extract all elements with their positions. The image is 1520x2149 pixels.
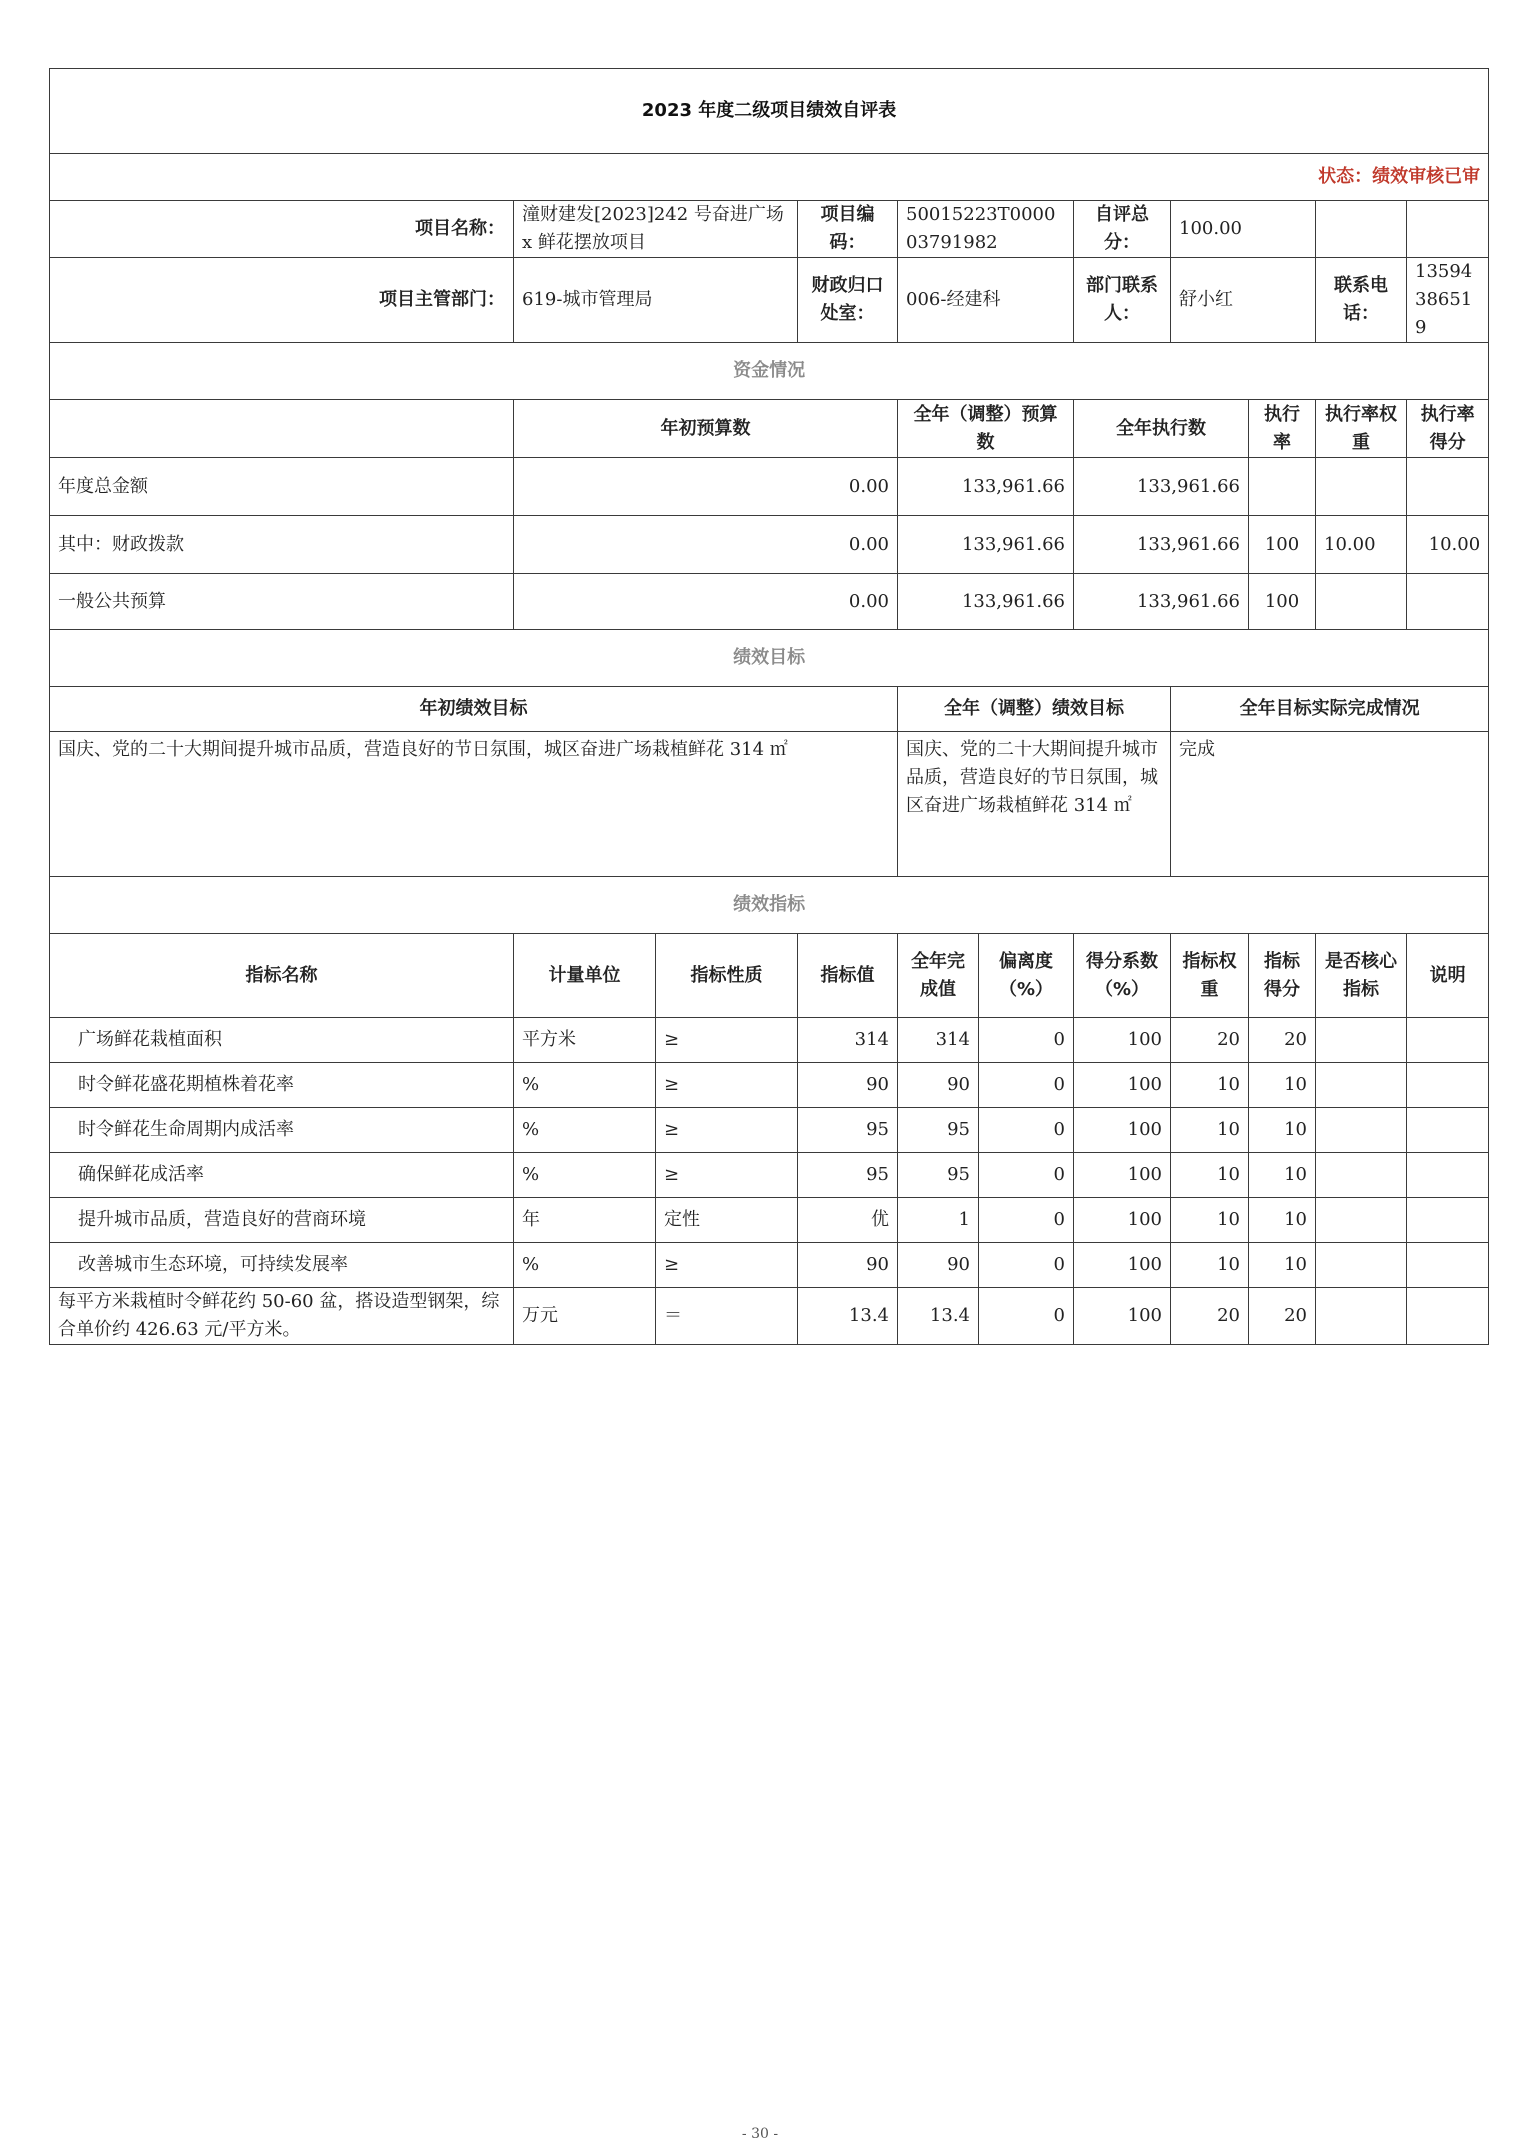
empty-cell bbox=[1407, 201, 1489, 258]
ind-name: 每平方米栽植时令鲜花约 50-60 盆，搭设造型钢架，综合单价约 426.63 元/平方米。 bbox=[50, 1288, 514, 1345]
ind-core bbox=[1316, 1198, 1407, 1243]
ind-col-header: 全年完成值 bbox=[898, 934, 979, 1018]
funds-adjusted: 133,961.66 bbox=[898, 516, 1074, 574]
ind-done: 95 bbox=[898, 1153, 979, 1198]
ind-col-header: 说明 bbox=[1407, 934, 1489, 1018]
ind-name: 广场鲜花栽植面积 bbox=[50, 1018, 514, 1063]
ind-nature: ≥ bbox=[656, 1153, 798, 1198]
dept-value: 619-城市管理局 bbox=[514, 258, 798, 343]
ind-done: 1 bbox=[898, 1198, 979, 1243]
goals-col-actual: 全年目标实际完成情况 bbox=[1171, 687, 1489, 732]
table-row bbox=[50, 1108, 1489, 1153]
ind-unit: 万元 bbox=[514, 1288, 656, 1345]
finance-label: 财政归口处室： bbox=[798, 258, 898, 343]
funds-rate: 100 bbox=[1249, 516, 1316, 574]
ind-weight: 10 bbox=[1171, 1108, 1249, 1153]
table-row bbox=[50, 1243, 1489, 1288]
funds-row-name: 一般公共预算 bbox=[50, 574, 514, 630]
indicators-section-title: 绩效指标 bbox=[50, 877, 1489, 934]
ind-target: 95 bbox=[798, 1108, 898, 1153]
ind-unit: 年 bbox=[514, 1198, 656, 1243]
ind-done: 90 bbox=[898, 1063, 979, 1108]
self-score-value: 100.00 bbox=[1171, 201, 1316, 258]
ind-nature: ≥ bbox=[656, 1108, 798, 1153]
ind-score: 20 bbox=[1249, 1288, 1316, 1345]
funds-col-header: 全年（调整）预算数 bbox=[898, 400, 1074, 458]
ind-target: 优 bbox=[798, 1198, 898, 1243]
table-row bbox=[50, 1288, 1489, 1345]
ind-score: 10 bbox=[1249, 1153, 1316, 1198]
ind-core bbox=[1316, 1018, 1407, 1063]
ind-target: 90 bbox=[798, 1063, 898, 1108]
project-code-label: 项目编码： bbox=[798, 201, 898, 258]
ind-coef: 100 bbox=[1074, 1243, 1171, 1288]
funds-row-name: 年度总金额 bbox=[50, 458, 514, 516]
funds-row bbox=[50, 574, 1489, 630]
ind-core bbox=[1316, 1108, 1407, 1153]
funds-rate bbox=[1249, 458, 1316, 516]
ind-nature: ≥ bbox=[656, 1243, 798, 1288]
ind-unit: % bbox=[514, 1063, 656, 1108]
ind-target: 90 bbox=[798, 1243, 898, 1288]
table-row bbox=[50, 1063, 1489, 1108]
ind-core bbox=[1316, 1063, 1407, 1108]
ind-col-header: 指标值 bbox=[798, 934, 898, 1018]
evaluation-table bbox=[49, 68, 1489, 1345]
ind-col-header: 指标性质 bbox=[656, 934, 798, 1018]
ind-nature: ≥ bbox=[656, 1018, 798, 1063]
funds-score bbox=[1407, 574, 1489, 630]
self-score-label: 自评总分： bbox=[1074, 201, 1171, 258]
funds-section-title: 资金情况 bbox=[50, 343, 1489, 400]
ind-target: 314 bbox=[798, 1018, 898, 1063]
ind-unit: % bbox=[514, 1108, 656, 1153]
ind-done: 90 bbox=[898, 1243, 979, 1288]
funds-executed: 133,961.66 bbox=[1074, 516, 1249, 574]
funds-executed: 133,961.66 bbox=[1074, 458, 1249, 516]
ind-unit: % bbox=[514, 1153, 656, 1198]
funds-col-header: 年初预算数 bbox=[514, 400, 898, 458]
goals-initial-text: 国庆、党的二十大期间提升城市品质，营造良好的节日氛围，城区奋进广场栽植鲜花 314 ㎡ bbox=[50, 732, 898, 877]
funds-weight bbox=[1316, 574, 1407, 630]
ind-weight: 10 bbox=[1171, 1198, 1249, 1243]
project-name-value: 潼财建发[2023]242 号奋进广场 x 鲜花摆放项目 bbox=[514, 201, 798, 258]
ind-weight: 10 bbox=[1171, 1063, 1249, 1108]
ind-note bbox=[1407, 1288, 1489, 1345]
funds-col-header: 执行率权重 bbox=[1316, 400, 1407, 458]
funds-weight: 10.00 bbox=[1316, 516, 1407, 574]
ind-coef: 100 bbox=[1074, 1018, 1171, 1063]
ind-name: 时令鲜花生命周期内成活率 bbox=[50, 1108, 514, 1153]
ind-note bbox=[1407, 1153, 1489, 1198]
ind-col-header: 计量单位 bbox=[514, 934, 656, 1018]
ind-unit: 平方米 bbox=[514, 1018, 656, 1063]
goals-actual-text: 完成 bbox=[1171, 732, 1489, 877]
funds-weight bbox=[1316, 458, 1407, 516]
ind-col-header: 是否核心指标 bbox=[1316, 934, 1407, 1018]
goals-col-adjusted: 全年（调整）绩效目标 bbox=[898, 687, 1171, 732]
ind-note bbox=[1407, 1063, 1489, 1108]
ind-note bbox=[1407, 1018, 1489, 1063]
ind-name: 改善城市生态环境，可持续发展率 bbox=[50, 1243, 514, 1288]
ind-col-header: 偏离度（%） bbox=[979, 934, 1074, 1018]
funds-adjusted: 133,961.66 bbox=[898, 574, 1074, 630]
ind-nature: ＝ bbox=[656, 1288, 798, 1345]
funds-executed: 133,961.66 bbox=[1074, 574, 1249, 630]
page-title: 2023 年度二级项目绩效自评表 bbox=[50, 69, 1489, 154]
table-row bbox=[50, 1018, 1489, 1063]
ind-core bbox=[1316, 1288, 1407, 1345]
page-number: - 30 - bbox=[741, 2126, 779, 2142]
ind-dev: 0 bbox=[979, 1063, 1074, 1108]
evaluation-sheet bbox=[49, 68, 1481, 1345]
project-name-label: 项目名称： bbox=[50, 201, 514, 258]
ind-note bbox=[1407, 1108, 1489, 1153]
ind-name: 时令鲜花盛花期植株着花率 bbox=[50, 1063, 514, 1108]
ind-col-header: 指标得分 bbox=[1249, 934, 1316, 1018]
ind-col-header: 指标名称 bbox=[50, 934, 514, 1018]
funds-row bbox=[50, 458, 1489, 516]
ind-score: 20 bbox=[1249, 1018, 1316, 1063]
ind-done: 314 bbox=[898, 1018, 979, 1063]
ind-target: 13.4 bbox=[798, 1288, 898, 1345]
table-row bbox=[50, 1198, 1489, 1243]
contact-label: 部门联系人： bbox=[1074, 258, 1171, 343]
funds-initial: 0.00 bbox=[514, 458, 898, 516]
funds-initial: 0.00 bbox=[514, 516, 898, 574]
ind-coef: 100 bbox=[1074, 1108, 1171, 1153]
ind-coef: 100 bbox=[1074, 1198, 1171, 1243]
ind-note bbox=[1407, 1198, 1489, 1243]
dept-label: 项目主管部门： bbox=[50, 258, 514, 343]
goals-adjusted-text: 国庆、党的二十大期间提升城市品质，营造良好的节日氛围，城区奋进广场栽植鲜花 314 ㎡ bbox=[898, 732, 1171, 877]
funds-score bbox=[1407, 458, 1489, 516]
phone-label: 联系电话： bbox=[1316, 258, 1407, 343]
ind-core bbox=[1316, 1153, 1407, 1198]
funds-col-header: 执行率得分 bbox=[1407, 400, 1489, 458]
ind-dev: 0 bbox=[979, 1288, 1074, 1345]
ind-score: 10 bbox=[1249, 1243, 1316, 1288]
ind-col-header: 指标权重 bbox=[1171, 934, 1249, 1018]
ind-weight: 20 bbox=[1171, 1288, 1249, 1345]
ind-core bbox=[1316, 1243, 1407, 1288]
project-code-value: 50015223T000003791982 bbox=[898, 201, 1074, 258]
funds-adjusted: 133,961.66 bbox=[898, 458, 1074, 516]
ind-name: 提升城市品质，营造良好的营商环境 bbox=[50, 1198, 514, 1243]
ind-note bbox=[1407, 1243, 1489, 1288]
ind-done: 95 bbox=[898, 1108, 979, 1153]
phone-value: 13594386519 bbox=[1407, 258, 1489, 343]
ind-unit: % bbox=[514, 1243, 656, 1288]
funds-rate: 100 bbox=[1249, 574, 1316, 630]
ind-score: 10 bbox=[1249, 1108, 1316, 1153]
ind-coef: 100 bbox=[1074, 1288, 1171, 1345]
funds-header-blank bbox=[50, 400, 514, 458]
ind-col-header: 得分系数（%） bbox=[1074, 934, 1171, 1018]
ind-dev: 0 bbox=[979, 1108, 1074, 1153]
ind-target: 95 bbox=[798, 1153, 898, 1198]
contact-value: 舒小红 bbox=[1171, 258, 1316, 343]
ind-weight: 20 bbox=[1171, 1018, 1249, 1063]
finance-value: 006-经建科 bbox=[898, 258, 1074, 343]
ind-dev: 0 bbox=[979, 1018, 1074, 1063]
ind-dev: 0 bbox=[979, 1153, 1074, 1198]
ind-dev: 0 bbox=[979, 1243, 1074, 1288]
status-text: 状态：绩效审核已审 bbox=[50, 154, 1489, 201]
ind-coef: 100 bbox=[1074, 1153, 1171, 1198]
ind-weight: 10 bbox=[1171, 1153, 1249, 1198]
ind-name: 确保鲜花成活率 bbox=[50, 1153, 514, 1198]
ind-coef: 100 bbox=[1074, 1063, 1171, 1108]
ind-weight: 10 bbox=[1171, 1243, 1249, 1288]
ind-score: 10 bbox=[1249, 1198, 1316, 1243]
table-row bbox=[50, 1153, 1489, 1198]
ind-nature: 定性 bbox=[656, 1198, 798, 1243]
ind-score: 10 bbox=[1249, 1063, 1316, 1108]
empty-cell bbox=[1316, 201, 1407, 258]
funds-row bbox=[50, 516, 1489, 574]
ind-done: 13.4 bbox=[898, 1288, 979, 1345]
funds-score: 10.00 bbox=[1407, 516, 1489, 574]
funds-col-header: 全年执行数 bbox=[1074, 400, 1249, 458]
funds-initial: 0.00 bbox=[514, 574, 898, 630]
funds-row-name: 其中：财政拨款 bbox=[50, 516, 514, 574]
ind-nature: ≥ bbox=[656, 1063, 798, 1108]
goals-section-title: 绩效目标 bbox=[50, 630, 1489, 687]
funds-col-header: 执行率 bbox=[1249, 400, 1316, 458]
goals-col-initial: 年初绩效目标 bbox=[50, 687, 898, 732]
ind-dev: 0 bbox=[979, 1198, 1074, 1243]
